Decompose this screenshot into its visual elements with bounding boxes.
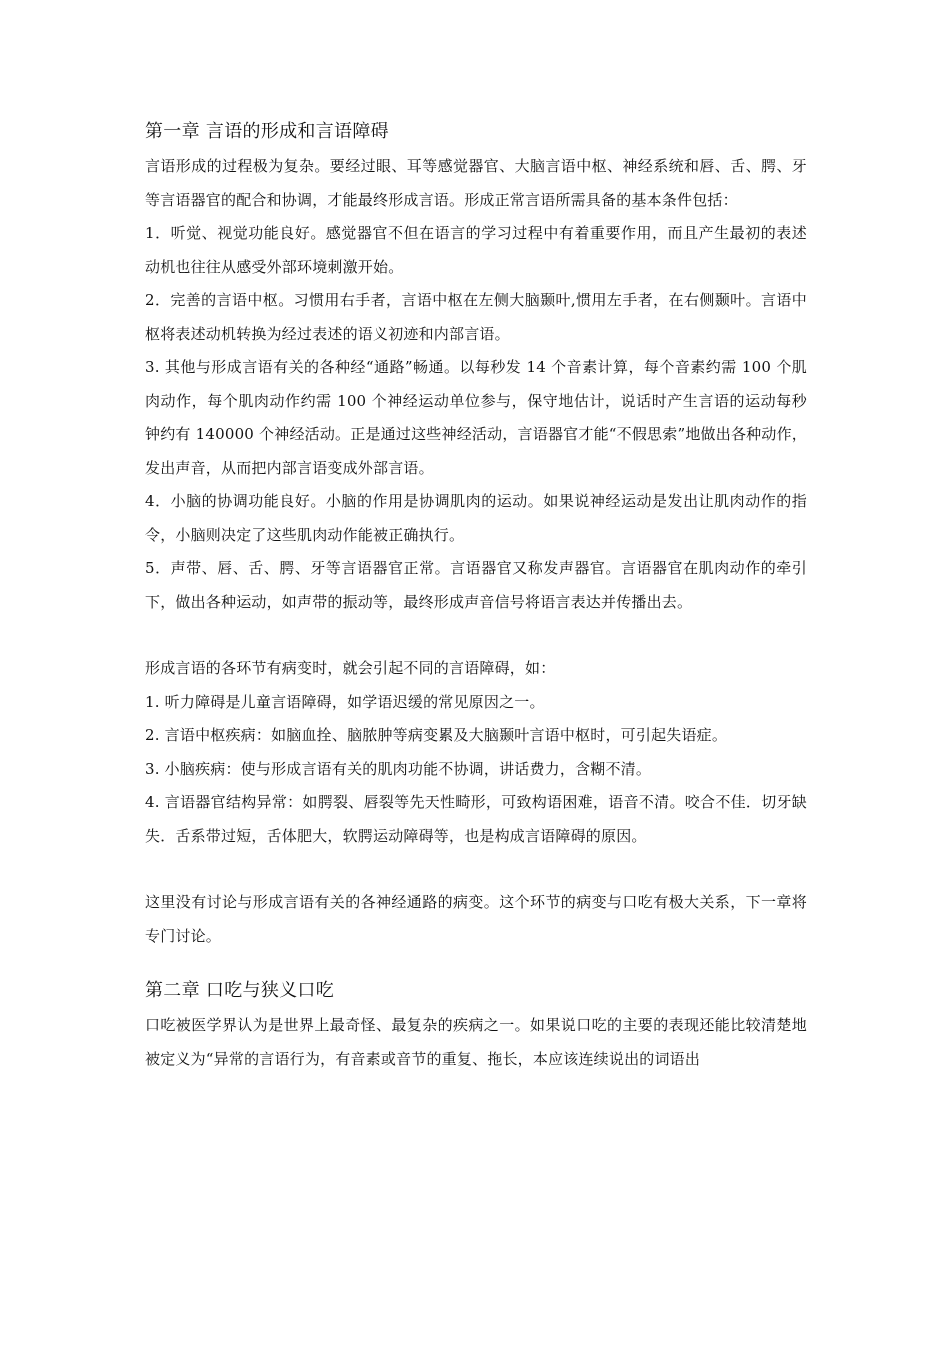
document-page — [145, 118, 807, 1076]
chapter-1-closing: 这里没有讨论与形成言语有关的各神经通路的病变。这个环节的病变与口吃有极大关系，下一章将专门讨论。 — [145, 893, 807, 945]
chapter-1-intro: 言语形成的过程极为复杂。要经过眼、耳等感觉器官、大脑言语中枢、神经系统和唇、舌、腭、牙等言语器官的配合和协调，才能最终形成言语。形成正常言语所需具备的基本条件包括： — [145, 157, 807, 209]
condition-item: 2．完善的言语中枢。习惯用右手者，言语中枢在左侧大脑颞叶,惯用左手者，在右侧颞叶。言语中枢将表述动机转换为经过表述的语义初迹和内部言语。 — [145, 291, 807, 343]
disorder-item: 4. 言语器官结构异常：如腭裂、唇裂等先天性畸形，可致构语困难，语音不清。咬合不佳．切牙缺失．舌系带过短，舌体肥大，软腭运动障碍等，也是构成言语障碍的原因。 — [145, 793, 807, 845]
chapter-1-title: 第一章 言语的形成和言语障碍 — [145, 121, 389, 142]
condition-item: 1．听觉、视觉功能良好。感觉器官不但在语言的学习过程中有着重要作用，而且产生最初的表述动机也往往从感受外部环境刺激开始。 — [145, 224, 807, 276]
disorder-item: 3. 小脑疾病：使与形成言语有关的肌肉功能不协调，讲话费力，含糊不清。 — [145, 759, 652, 778]
condition-item: 4．小脑的协调功能良好。小脑的作用是协调肌肉的运动。如果说神经运动是发出让肌肉动作的指令，小脑则决定了这些肌肉动作能被正确执行。 — [145, 492, 807, 544]
condition-item: 3. 其他与形成言语有关的各种经“通路”畅通。以每秒发 14 个音素计算，每个音素约需 100 个肌肉动作，每个肌肉动作约需 100 个神经运动单位参与，保守地估计，说话时产生言语的运动每秒钟约有 140000 个神经活动。正是通过这些神经活动，言语器官才能“不假思索”地做出各种动作，发出声音，从而把内部言语变成外部言语。 — [145, 358, 807, 477]
spacer — [145, 853, 807, 886]
spacer — [145, 953, 807, 977]
disorders-intro: 形成言语的各环节有病变时，就会引起不同的言语障碍，如： — [145, 659, 556, 677]
chapter-2-title: 第二章 口吃与狭义口吃 — [145, 980, 335, 1001]
chapter-2-intro: 口吃被医学界认为是世界上最奇怪、最复杂的疾病之一。如果说口吃的主要的表现还能比较清楚地被定义为“异常的言语行为，有音素或音节的重复、拖长，本应该连续说出的词语出 — [145, 1016, 807, 1068]
disorder-item: 2. 言语中枢疾病：如脑血拴、脑脓肿等病变累及大脑颞叶言语中枢时，可引起失语症。 — [145, 726, 728, 744]
disorder-item: 1. 听力障碍是儿童言语障碍，如学语迟缓的常见原因之一。 — [145, 692, 545, 711]
condition-item: 5．声带、唇、舌、腭、牙等言语器官正常。言语器官又称发声器官。言语器官在肌肉动作的牵引下，做出各种运动，如声带的振动等，最终形成声音信号将语言表达并传播出去。 — [145, 559, 807, 611]
spacer — [145, 619, 807, 652]
